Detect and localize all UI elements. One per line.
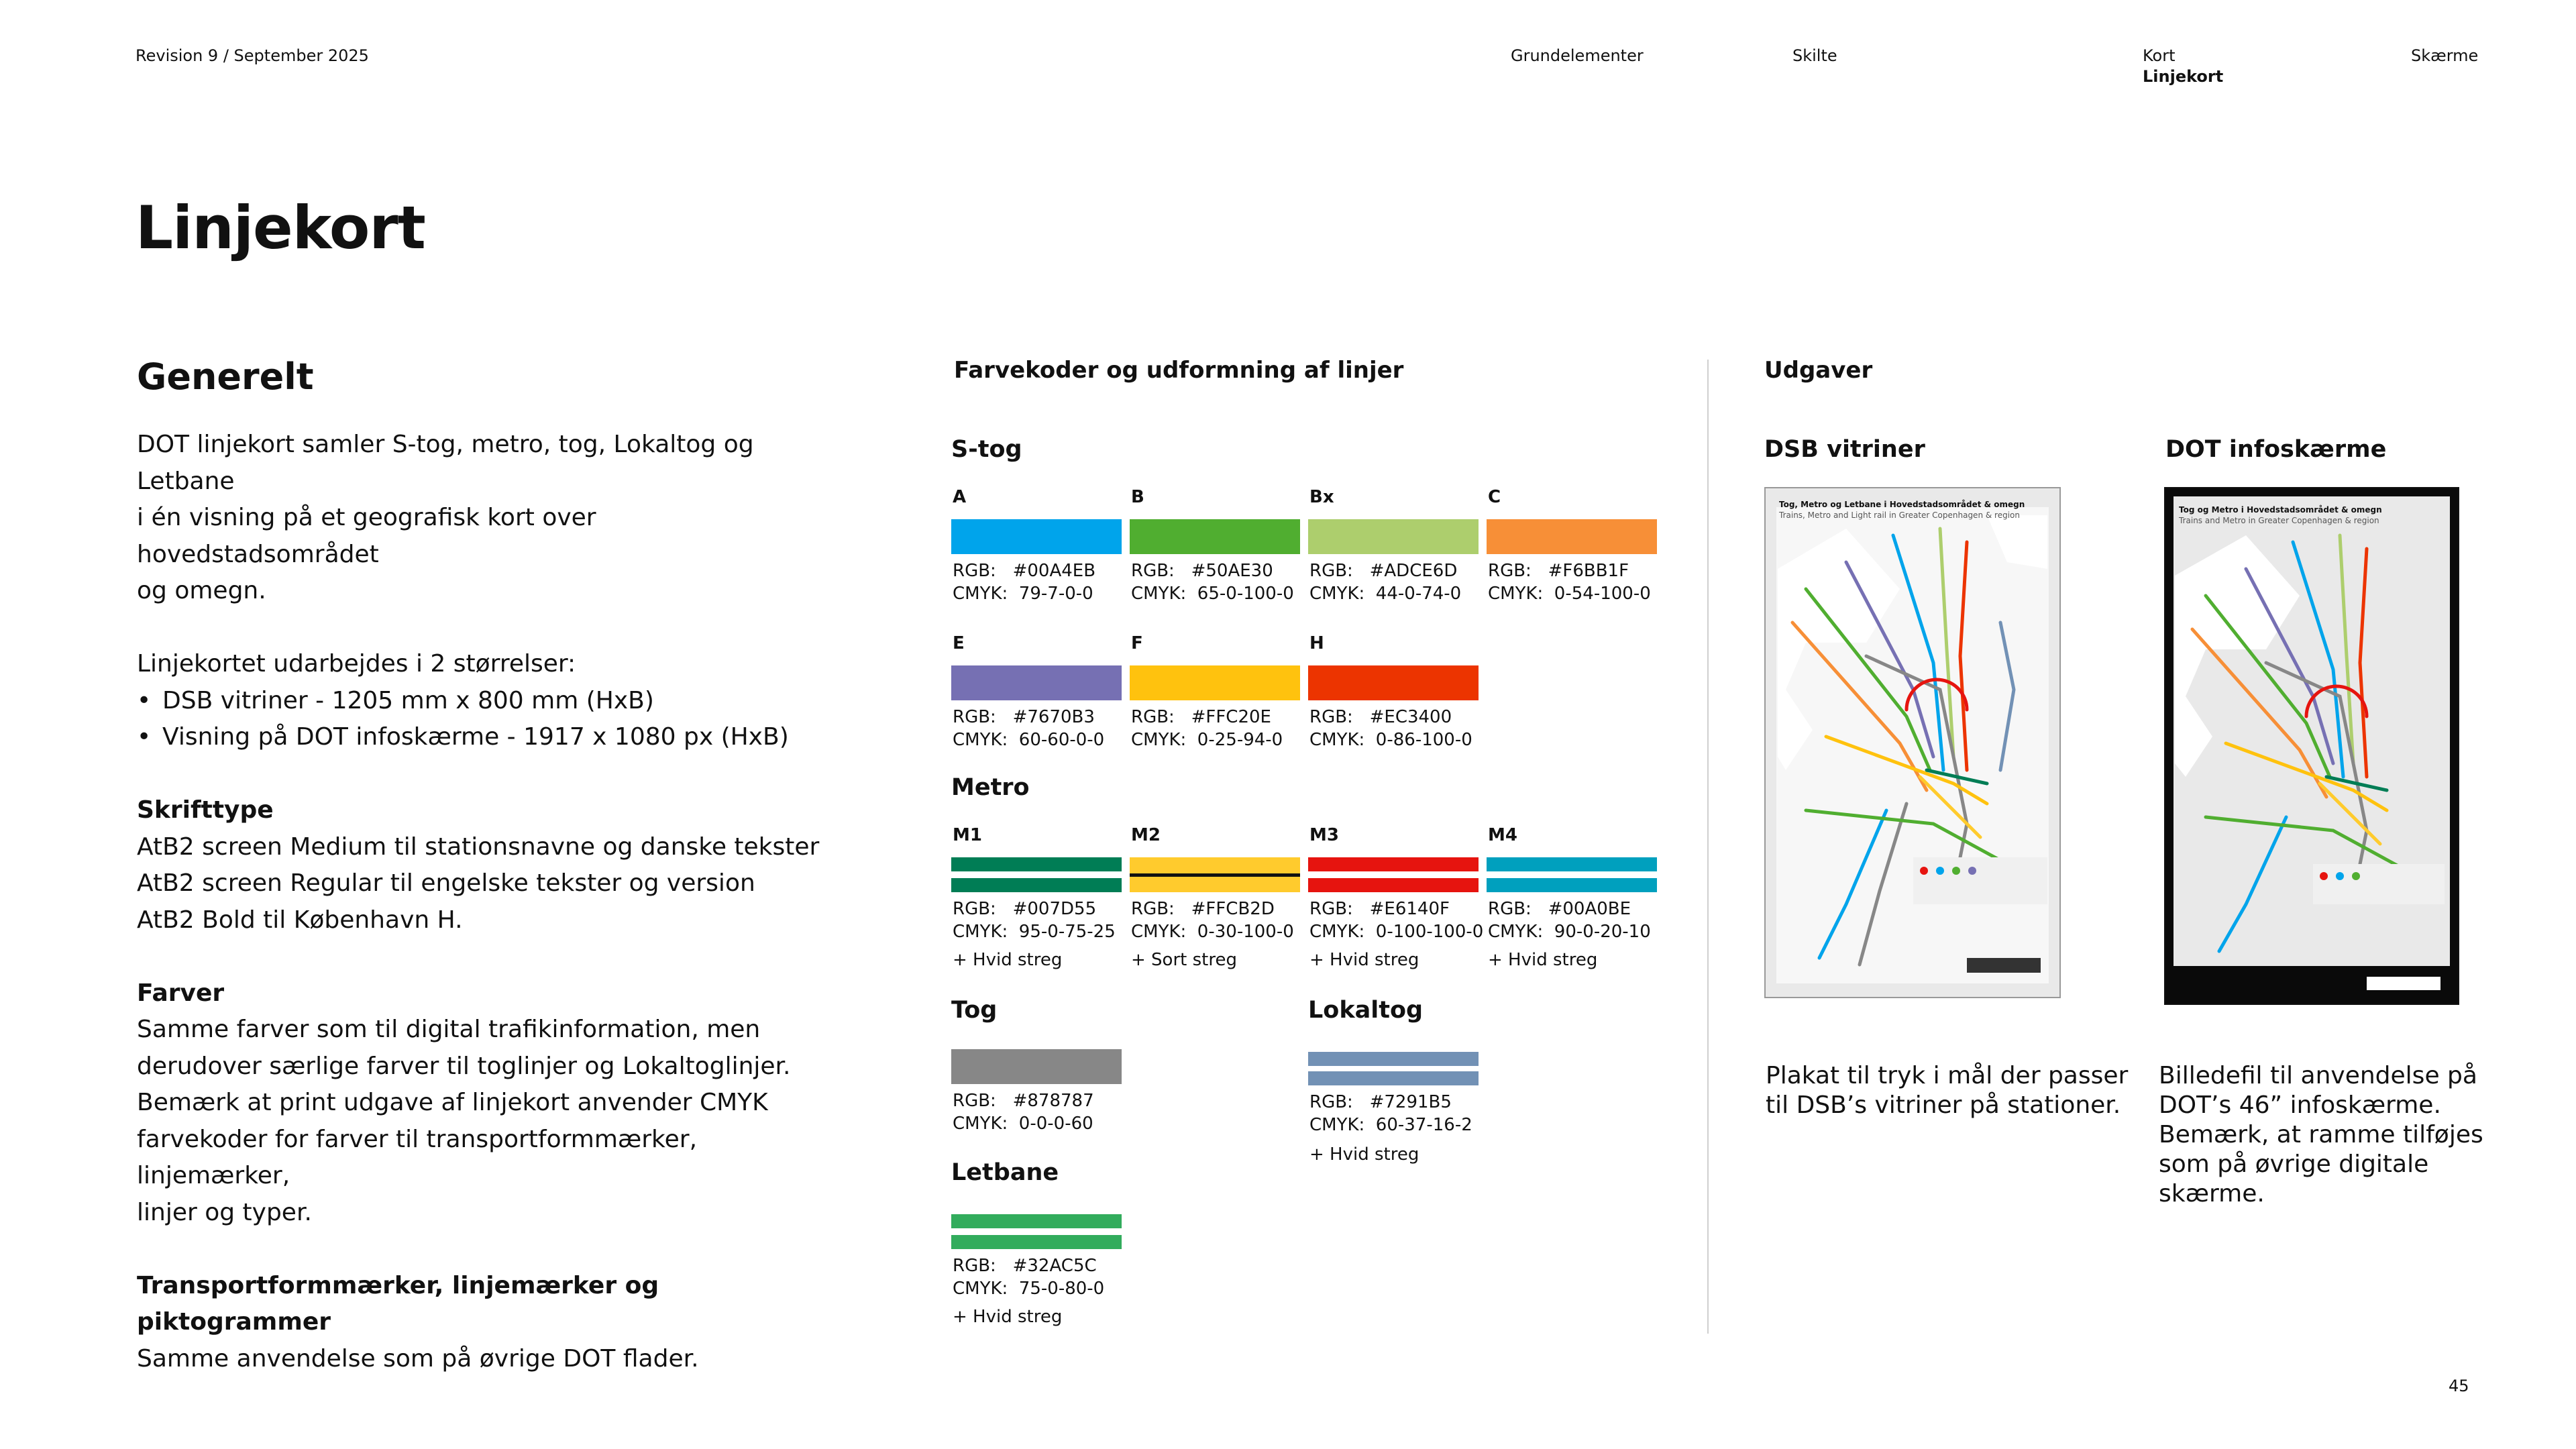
network-map: [1766, 488, 2059, 997]
line-label-h: H: [1309, 633, 1324, 653]
line-label-m3: M3: [1309, 825, 1339, 845]
sizes-list: [137, 683, 835, 756]
font-line: AtB2 screen Medium til stationsnavne og danske tekster: [137, 833, 820, 861]
swatch-f: [1130, 665, 1300, 700]
dsb-poster-title: Tog, Metro og Letbane i Hovedstadsområdet & omegn Trains, Metro and Light rail in Greater Copenhagen & region: [1779, 500, 2025, 520]
code-m1: RGB: #007D55 CMYK: 95-0-75-25: [953, 899, 1116, 942]
swatch-h: [1308, 665, 1479, 700]
swatch-m3: [1308, 857, 1479, 892]
colors-line: farvekoder for farver til transportformmærker, linjemærker,: [137, 1125, 698, 1189]
dsb-heading: DSB vitriner: [1764, 436, 1925, 463]
nav-kort[interactable]: Kort: [2143, 46, 2176, 65]
swatch-tog: [951, 1049, 1122, 1084]
sizes-intro: Linjekortet udarbejdes i 2 størrelser:: [137, 650, 576, 678]
code-c: RGB: #F6BB1F CMYK: 0-54-100-0: [1488, 561, 1651, 604]
swatch-m1: [951, 857, 1122, 892]
code-f: RGB: #FFC20E CMYK: 0-25-94-0: [1131, 707, 1283, 750]
line-label-c: C: [1488, 487, 1501, 507]
note-m3: + Hvid streg: [1309, 950, 1419, 970]
code-h: RGB: #EC3400 CMYK: 0-86-100-0: [1309, 707, 1472, 750]
line-label-e: E: [953, 633, 965, 653]
code-tog: RGB: #878787 CMYK: 0-0-0-60: [953, 1091, 1094, 1134]
swatch-a: [951, 519, 1122, 554]
code-letbane: RGB: #32AC5C CMYK: 75-0-80-0: [953, 1256, 1105, 1299]
code-e: RGB: #7670B3 CMYK: 60-60-0-0: [953, 707, 1105, 750]
list-item: • DSB vitriner - 1205 mm x 800 mm (HxB): [137, 683, 835, 720]
list-item: • Visning på DOT infoskærme - 1917 x 1080 px (HxB): [137, 719, 835, 756]
swatch-b: [1130, 519, 1300, 554]
font-heading: Skrifttype: [137, 796, 274, 824]
note-m2: + Sort streg: [1131, 950, 1237, 970]
swatch-bx: [1308, 519, 1479, 554]
general-heading: Generelt: [137, 356, 314, 398]
dot-heading: DOT infoskærme: [2165, 436, 2387, 463]
note-m4: + Hvid streg: [1488, 950, 1598, 970]
intro-line: i én visning på et geografisk kort over hovedstadsområdet: [137, 504, 596, 568]
swatch-m2: [1130, 857, 1300, 892]
stog-heading: S-tog: [951, 436, 1022, 463]
dot-poster-title: Tog og Metro i Hovedstadsområdet & omegn Trains and Metro in Greater Copenhagen & region: [2179, 505, 2382, 525]
code-a: RGB: #00A4EB CMYK: 79-7-0-0: [953, 561, 1096, 604]
dsb-caption: Plakat til tryk i mål der passer til DSB’s vitriner på stationer.: [1766, 1062, 2129, 1119]
line-label-f: F: [1131, 633, 1143, 653]
line-label-m2: M2: [1131, 825, 1161, 845]
code-m2: RGB: #FFCB2D CMYK: 0-30-100-0: [1131, 899, 1294, 942]
lokaltog-heading: Lokaltog: [1308, 997, 1424, 1024]
line-label-a: A: [953, 487, 967, 507]
note-letbane: + Hvid streg: [953, 1307, 1063, 1327]
editions-heading: Udgaver: [1764, 357, 1873, 384]
code-m3: RGB: #E6140F CMYK: 0-100-100-0: [1309, 899, 1484, 942]
page-title: Linjekort: [136, 193, 425, 262]
line-label-m4: M4: [1488, 825, 1517, 845]
network-map: [2165, 488, 2458, 1004]
font-line: AtB2 Bold til København H.: [137, 906, 463, 934]
marks-heading: Transportformmærker, linjemærker og piktogrammer: [137, 1271, 659, 1336]
colors-heading: Farver: [137, 979, 225, 1007]
code-m4: RGB: #00A0BE CMYK: 90-0-20-10: [1488, 899, 1651, 942]
marks-line: Samme anvendelse som på øvrige DOT flader.: [137, 1344, 699, 1373]
metro-heading: Metro: [951, 774, 1030, 801]
dot-poster-image: [2164, 487, 2459, 1005]
line-label-m1: M1: [953, 825, 982, 845]
code-lokaltog: RGB: #7291B5 CMYK: 60-37-16-2: [1309, 1092, 1472, 1135]
nav-skilte[interactable]: Skilte: [1792, 46, 1837, 65]
dot-caption: Billedefil til anvendelse på DOT’s 46” infoskærme. Bemærk, at ramme tilføjes som på øvrige digitale skærme.: [2159, 1062, 2483, 1208]
page-number: 45: [2449, 1377, 2469, 1395]
column-divider: [1707, 360, 1709, 1334]
nav-grundelementer[interactable]: Grundelementer: [1511, 46, 1644, 65]
letbane-heading: Letbane: [951, 1159, 1059, 1186]
nav-kort-linjekort[interactable]: Linjekort: [2143, 67, 2224, 86]
dsb-poster-image: [1764, 487, 2061, 998]
swatch-letbane: [951, 1214, 1122, 1249]
line-label-bx: Bx: [1309, 487, 1334, 507]
swatch-lokaltog: [1308, 1052, 1479, 1085]
general-text: [137, 427, 835, 1377]
note-m1: + Hvid streg: [953, 950, 1063, 970]
intro-line: DOT linjekort samler S-tog, metro, tog, Lokaltog og Letbane: [137, 431, 754, 495]
code-b: RGB: #50AE30 CMYK: 65-0-100-0: [1131, 561, 1294, 604]
colors-line: linjer og typer.: [137, 1198, 312, 1226]
tog-heading: Tog: [951, 997, 998, 1024]
colors-section-heading: Farvekoder og udformning af linjer: [954, 357, 1404, 384]
note-lokaltog: + Hvid streg: [1309, 1144, 1419, 1165]
colors-line: Bemærk at print udgave af linjekort anvender CMYK: [137, 1089, 768, 1116]
revision-label: Revision 9 / September 2025: [136, 46, 369, 65]
colors-line: Samme farver som til digital trafikinformation, men: [137, 1016, 761, 1043]
line-label-b: B: [1131, 487, 1144, 507]
intro-line: og omegn.: [137, 577, 266, 604]
swatch-c: [1487, 519, 1657, 554]
colors-line: derudover særlige farver til toglinjer og Lokaltoglinjer.: [137, 1052, 791, 1080]
nav-skaerme[interactable]: Skærme: [2411, 46, 2479, 65]
swatch-e: [951, 665, 1122, 700]
code-bx: RGB: #ADCE6D CMYK: 44-0-74-0: [1309, 561, 1462, 604]
font-line: AtB2 screen Regular til engelske tekster og version: [137, 869, 755, 897]
swatch-m4: [1487, 857, 1657, 892]
